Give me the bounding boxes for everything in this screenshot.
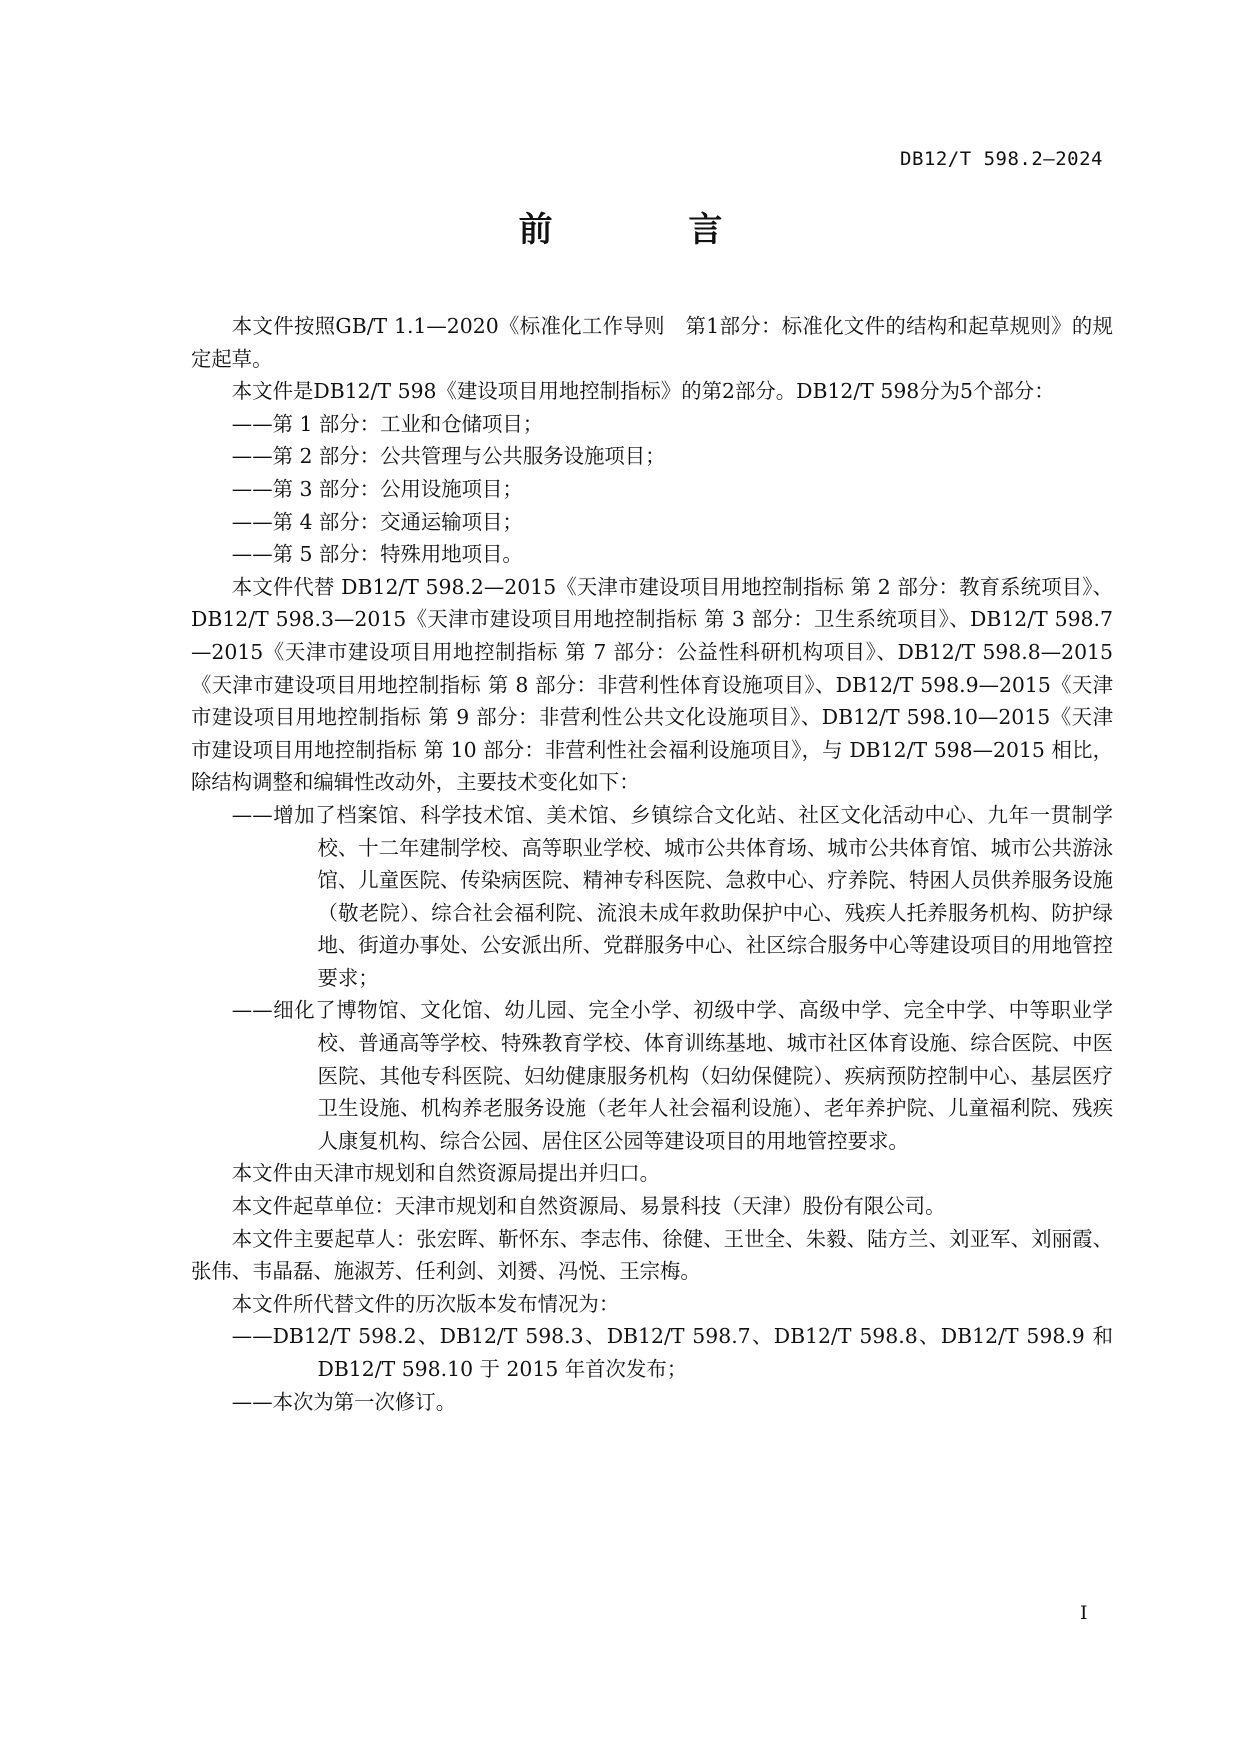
change-list-item: ——增加了档案馆、科学技术馆、美术馆、乡镇综合文化站、社区文化活动中心、九年一贯制学校、十二年建制学校、高等职业学校、城市公共体育场、城市公共体育馆、城市公共游泳馆、儿童医院、传染病医院、精神专科医院、急救中心、疗养院、特困人员供养服务设施（敬老院）、综合社会福利院、流浪未成年救助保护中心、残疾人托养服务机构、防护绿地、街道办事处、公安派出所、党群服务中心、社区综合服务中心等建设项目的用地管控要求； bbox=[231, 802, 1113, 990]
history-intro-paragraph: 本文件所代替文件的历次版本发布情况为： bbox=[231, 1291, 620, 1316]
parts-intro-paragraph: 本文件是DB12/T 598《建设项目用地控制指标》的第2部分。DB12/T 598分为5个部分： bbox=[231, 379, 1055, 404]
part-list-item: ——第 2 部分：公共管理与公共服务设施项目； bbox=[231, 444, 666, 469]
part-list-item: ——第 5 部分：特殊用地项目。 bbox=[231, 542, 523, 567]
change-list-item: ——细化了博物馆、文化馆、幼儿园、完全小学、初级中学、高级中学、完全中学、中等职业学校、普通高等学校、特殊教育学校、体育训练基地、城市社区体育设施、综合医院、中医医院、其他专科医院、妇幼健康服务机构（妇幼保健院）、疾病预防控制中心、基层医疗卫生设施、机构养老服务设施（老年人社会福利设施）、老年养护院、儿童福利院、残疾人康复机构、综合公园、居住区公园等建设项目的用地管控要求。 bbox=[231, 998, 1113, 1153]
part-list-item: ——第 3 部分：公用设施项目； bbox=[231, 476, 523, 501]
document-body bbox=[191, 310, 1113, 1418]
page-title: 前 言 bbox=[518, 210, 785, 250]
standard-code: DB12/T 598.2—2024 bbox=[900, 148, 1103, 170]
drafters-paragraph: 本文件主要起草人：张宏晖、靳怀东、李志伟、徐健、王世全、朱毅、陆方兰、刘亚军、刘丽霞、张伟、韦晶磊、施淑芳、任利剑、刘赟、冯悦、王宗梅。 bbox=[191, 1226, 1113, 1284]
drafting-basis-paragraph: 本文件按照GB/T 1.1—2020《标准化工作导则 第1部分：标准化文件的结构和起草规则》的规定起草。 bbox=[191, 314, 1113, 371]
page-number: I bbox=[1080, 1602, 1088, 1624]
replacement-paragraph: 本文件代替 DB12/T 598.2—2015《天津市建设项目用地控制指标 第 2 部分：教育系统项目》、DB12/T 598.3—2015《天津市建设项目用地控制指标 第 3 部分：卫生系统项目》、DB12/T 598.7—2015《天津市建设项目用地控制指标 第 7 部分：公益性科研机构项目》、DB12/T 598.8—2015《天津市建设项目用地控制指标 第 8 部分：非营利性体育设施项目》、DB12/T 598.9—2015《天津市建设项目用地控制指标 第 9 部分：非营利性公共文化设施项目》、DB12/T 598.10—2015《天津市建设项目用地控制指标 第 10 部分：非营利性社会福利设施项目》，与 DB12/T 598—2015 相比，除结构调整和编辑性改动外，主要技术变化如下： bbox=[191, 574, 1113, 795]
history-list-item: ——本次为第一次修订。 bbox=[231, 1389, 457, 1414]
drafting-units-paragraph: 本文件起草单位：天津市规划和自然资源局、易景科技（天津）股份有限公司。 bbox=[231, 1194, 946, 1219]
history-list-item: ——DB12/T 598.2、DB12/T 598.3、DB12/T 598.7、DB12/T 598.8、DB12/T 598.9 和 DB12/T 598.10 于 2015 年首次发布； bbox=[231, 1324, 1113, 1381]
proposer-paragraph: 本文件由天津市规划和自然资源局提出并归口。 bbox=[231, 1161, 660, 1186]
part-list-item: ——第 1 部分：工业和仓储项目； bbox=[231, 411, 544, 436]
part-list-item: ——第 4 部分：交通运输项目； bbox=[231, 509, 523, 534]
